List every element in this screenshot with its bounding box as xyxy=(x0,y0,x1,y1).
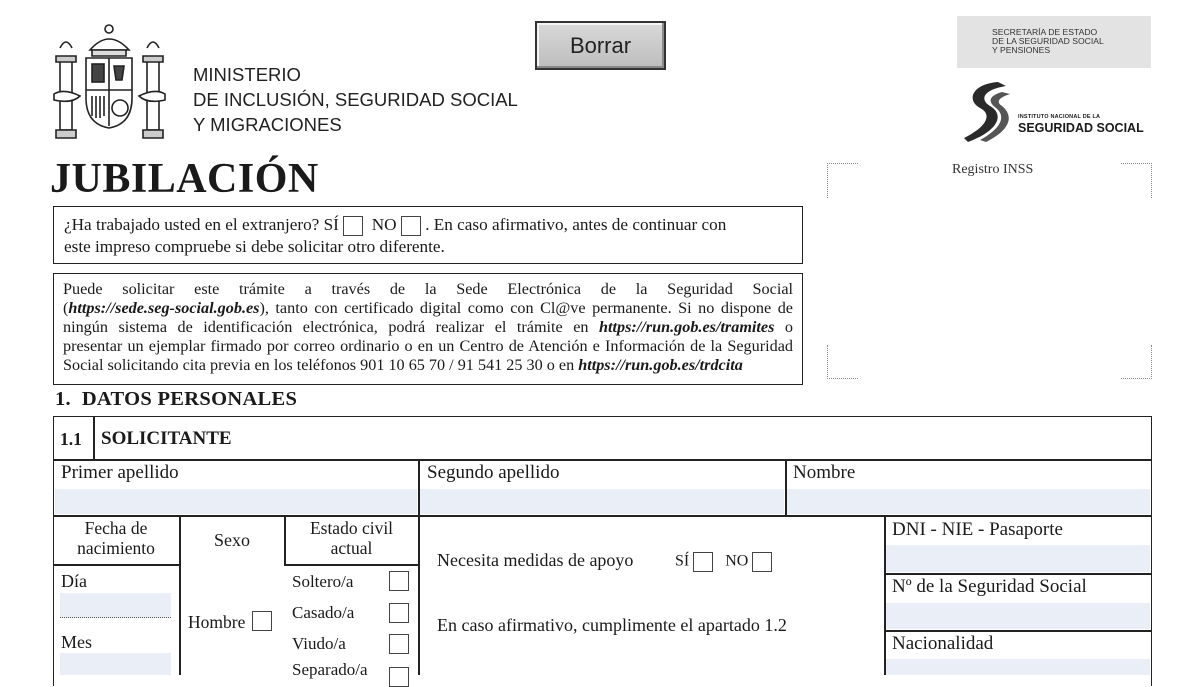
info-line-3 xyxy=(63,318,793,337)
registro-corner-tl xyxy=(827,163,858,198)
hombre-checkbox-wrap xyxy=(252,611,272,631)
section-1-heading: 1. DATOS PERSONALES xyxy=(55,388,298,410)
dni-input[interactable] xyxy=(886,545,1150,572)
info-text: ), tanto con certificado digital como con Cl@ve permanente. Si no dispone de xyxy=(259,299,793,317)
casado-checkbox-wrap xyxy=(389,603,409,623)
divider xyxy=(93,416,95,460)
fecha-line-2: nacimiento xyxy=(77,538,155,558)
apoyo-no-checkbox[interactable] xyxy=(752,552,772,572)
secretaria-line-3: Y PENSIONES xyxy=(992,45,1051,55)
extranjero-question-box xyxy=(53,206,803,264)
fecha-nacimiento-label xyxy=(53,518,179,558)
separado-checkbox[interactable] xyxy=(389,667,409,687)
viudo-checkbox[interactable] xyxy=(389,634,409,654)
viudo-label: Viudo/a xyxy=(292,634,346,653)
registro-corner-br xyxy=(1121,345,1152,379)
divider xyxy=(53,564,180,566)
registro-inss-label: Registro INSS xyxy=(952,162,1034,177)
extranjero-question-text: ¿Ha trabajado usted en el extranjero? SÍ xyxy=(64,215,339,234)
mes-input[interactable] xyxy=(60,653,171,675)
dia-input[interactable] xyxy=(60,593,171,618)
nss-label: Nº de la Seguridad Social xyxy=(892,576,1087,597)
registro-corner-tr xyxy=(1121,163,1152,198)
dni-label: DNI - NIE - Pasaporte xyxy=(892,519,1063,540)
segundo-apellido-label: Segundo apellido xyxy=(427,462,560,483)
info-line-2 xyxy=(63,299,793,318)
registro-corner-bl xyxy=(827,345,858,379)
viudo-checkbox-wrap xyxy=(389,634,409,654)
info-text: o xyxy=(784,318,793,336)
inss-big-label: SEGURIDAD SOCIAL xyxy=(1018,121,1144,135)
info-text: ( xyxy=(63,299,69,317)
casado-label: Casado/a xyxy=(292,603,355,622)
divider xyxy=(884,630,1152,632)
divider xyxy=(884,515,886,675)
borrar-button[interactable]: Borrar xyxy=(535,21,666,70)
casado-checkbox[interactable] xyxy=(389,603,409,623)
nombre-input[interactable] xyxy=(787,489,1150,514)
estado-line-1: Estado civil xyxy=(309,518,394,538)
sexo-label: Sexo xyxy=(214,530,250,550)
segundo-apellido-input[interactable] xyxy=(420,489,784,514)
primer-apellido-label: Primer apellido xyxy=(61,462,179,483)
sede-link[interactable]: https://sede.seg-social.gob.es xyxy=(68,299,260,317)
apoyo-label: Necesita medidas de apoyo xyxy=(437,550,634,570)
ministry-line-1: MINISTERIO xyxy=(193,64,301,85)
estado-civil-label xyxy=(285,518,418,558)
afirmativo-note: En caso afirmativo, cumplimente el apartado 1.2 xyxy=(437,615,787,635)
nss-input[interactable] xyxy=(886,603,1150,629)
apoyo-options xyxy=(675,552,772,572)
info-box xyxy=(53,273,803,385)
primer-apellido-input[interactable] xyxy=(55,489,417,514)
extranjero-tail-text: . En caso afirmativo, antes de continuar con xyxy=(425,215,727,234)
fecha-line-1: Fecha de xyxy=(84,518,148,538)
soltero-checkbox[interactable] xyxy=(389,571,409,591)
extranjero-si-checkbox[interactable] xyxy=(343,216,363,236)
divider xyxy=(284,564,419,566)
nombre-label: Nombre xyxy=(793,462,856,483)
apoyo-si-checkbox[interactable] xyxy=(693,552,713,572)
ministry-name xyxy=(193,62,518,137)
inss-logo-icon xyxy=(958,78,1016,144)
divider xyxy=(53,459,1152,461)
tramites-link[interactable]: https://run.gob.es/tramites xyxy=(599,318,775,336)
secretaria-line-2: DE LA SEGURIDAD SOCIAL xyxy=(992,36,1104,46)
inss-name xyxy=(1018,114,1144,135)
hombre-checkbox[interactable] xyxy=(252,611,272,631)
mes-label: Mes xyxy=(61,632,92,652)
coat-of-arms-logo xyxy=(52,20,167,142)
dia-label: Día xyxy=(61,571,87,591)
separado-label: Separado/a xyxy=(292,660,368,679)
ministry-line-3: Y MIGRACIONES xyxy=(193,114,342,135)
info-line-5 xyxy=(63,356,793,375)
soltero-label: Soltero/a xyxy=(292,572,354,591)
extranjero-no-label: NO xyxy=(371,215,397,234)
apoyo-no-label: NO xyxy=(725,552,749,570)
nacionalidad-input[interactable] xyxy=(886,659,1150,675)
solicitante-title: SOLICITANTE xyxy=(101,428,232,449)
nacionalidad-label: Nacionalidad xyxy=(892,633,994,654)
info-text: Social solicitando cita previa en los teléfonos 901 10 65 70 / 91 541 25 30 o en xyxy=(63,356,575,374)
separado-checkbox-wrap xyxy=(389,667,409,687)
info-line-1: Puede solicitar este trámite a través de la Sede Electrónica de la Seguridad Social xyxy=(63,280,793,298)
estado-line-2: actual xyxy=(330,538,373,558)
extranjero-line-2: este impreso compruebe si debe solicitar otro diferente. xyxy=(64,237,445,257)
soltero-checkbox-wrap xyxy=(389,571,409,591)
divider xyxy=(884,573,1152,575)
cita-link[interactable]: https://run.gob.es/trdcita xyxy=(578,356,743,374)
divider xyxy=(53,515,1152,517)
inss-small-label: INSTITUTO NACIONAL DE LA xyxy=(1018,114,1101,120)
apoyo-si-label: SÍ xyxy=(675,552,690,570)
secretaria-line-1: SECRETARÍA DE ESTADO xyxy=(992,27,1098,37)
info-text: ningún sistema de identificación electrónica, podrá realizar el trámite en xyxy=(63,318,589,336)
solicitante-number: 1.1 xyxy=(60,429,82,449)
extranjero-line-1 xyxy=(64,214,792,236)
extranjero-no-checkbox[interactable] xyxy=(401,216,421,236)
info-line-4: presentar un ejemplar firmado por correo ordinario o en un Centro de Atención e Información de la Seguridad xyxy=(63,337,793,355)
hombre-label: Hombre xyxy=(188,612,246,632)
form-title: JUBILACIÓN xyxy=(50,156,319,202)
ministry-line-2: DE INCLUSIÓN, SEGURIDAD SOCIAL xyxy=(193,89,518,110)
secretaria-label-box xyxy=(957,16,1151,68)
